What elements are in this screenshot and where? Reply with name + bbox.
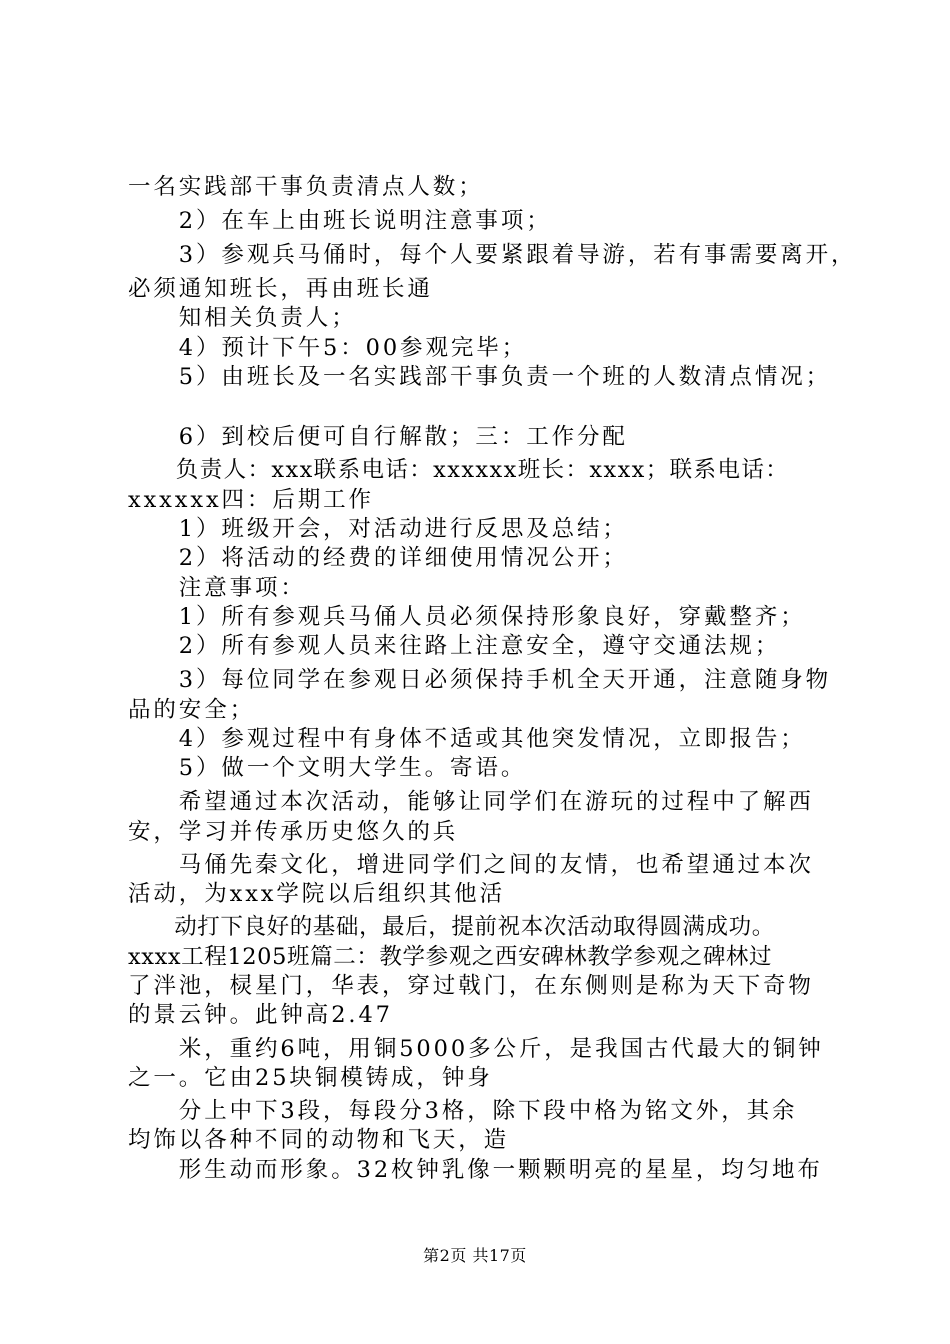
text-line: 的景云钟。此钟高2.47 xyxy=(128,1002,393,1028)
text-line: 5）由班长及一名实践部干事负责一个班的人数清点情况； xyxy=(128,364,832,390)
text-line: 1）所有参观兵马俑人员必须保持形象良好，穿戴整齐； xyxy=(128,604,806,630)
text-line: 了泮池，棂星门，华表，穿过戟门，在东侧则是称为天下奇物 xyxy=(128,973,814,999)
text-line: 形生动而形象。32枚钟乳像一颗颗明亮的星星，均匀地布 xyxy=(128,1157,823,1183)
text-line: 2）在车上由班长说明注意事项； xyxy=(128,208,552,234)
text-line: 均饰以各种不同的动物和飞天，造 xyxy=(128,1127,510,1153)
text-line: 安，学习并传承历史悠久的兵 xyxy=(128,819,459,845)
text-line: 5）做一个文明大学生。寄语。 xyxy=(128,755,527,781)
text-line: 3）每位同学在参观日必须保持手机全天开通，注意随身物 xyxy=(128,667,832,693)
text-line: 分上中下3段，每段分3格，除下段中格为铭文外，其余 xyxy=(128,1098,798,1124)
text-line: 一名实践部干事负责清点人数； xyxy=(128,174,484,200)
text-line: 知相关负责人； xyxy=(128,305,357,331)
text-line: 4）参观过程中有身体不适或其他突发情况，立即报告； xyxy=(128,726,806,752)
page-number-footer: 第2页 共17页 xyxy=(423,1246,527,1265)
text-line: 2）所有参观人员来往路上注意安全，遵守交通法规； xyxy=(128,633,781,659)
text-line: 马俑先秦文化，增进同学们之间的友情，也希望通过本次 xyxy=(128,852,814,878)
text-line: 注意事项： xyxy=(128,575,306,601)
text-line: 6）到校后便可自行解散；三：工作分配 xyxy=(128,424,628,450)
text-line: 品的安全； xyxy=(128,697,256,723)
text-line: 之一。它由25块铜模铸成，钟身 xyxy=(128,1065,493,1091)
text-line: 活动，为xxx学院以后组织其他活 xyxy=(128,881,505,907)
text-line: 4）预计下午5：00参观完毕； xyxy=(128,335,528,361)
text-line: 3）参观兵马俑时，每个人要紧跟着导游，若有事需要离开， xyxy=(128,242,857,268)
text-line: 负责人：xxx联系电话：xxxxxx班长：xxxx；联系电话： xyxy=(128,457,790,483)
text-line: 米，重约6吨，用铜5000多公斤，是我国古代最大的铜钟 xyxy=(128,1036,824,1062)
text-line: 希望通过本次活动，能够让同学们在游玩的过程中了解西 xyxy=(128,789,814,815)
text-line: 1）班级开会，对活动进行反思及总结； xyxy=(128,516,628,542)
text-line: xxxx工程1205班篇二：教学参观之西安碑林教学参观之碑林过 xyxy=(128,944,773,970)
text-line: 必须通知班长，再由班长通 xyxy=(128,276,433,302)
text-line: xxxxxx四：后期工作 xyxy=(128,487,374,513)
text-line: 2）将活动的经费的详细使用情况公开； xyxy=(128,545,628,571)
text-line: 动打下良好的基础，最后，提前祝本次活动取得圆满成功。 xyxy=(128,914,775,940)
